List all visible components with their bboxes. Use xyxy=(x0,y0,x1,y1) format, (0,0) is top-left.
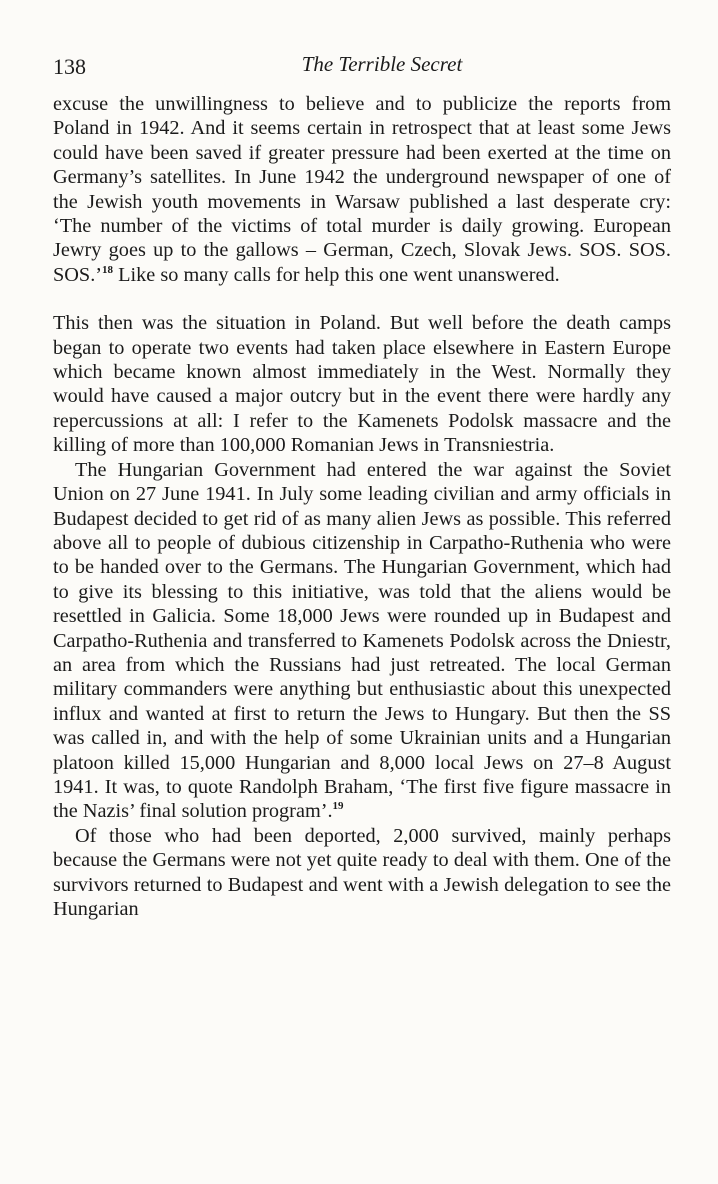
paragraph-1-text-b: Like so many calls for help this one went unanswered. xyxy=(118,263,560,286)
paragraph-3 xyxy=(53,458,671,824)
paragraph-3-text: The Hungarian Government had entered the war against the Soviet Union on 27 June 1941. In July some leading civilian and army officials in Budapest decided to get rid of as many alien Jews as possible. This referred above all to people of dubious citizenship in Carpatho-Ruthenia who were to be handed over to the Germans. The Hungarian Government, which had to give its blessing to this initiative, was told that the aliens would be resettled in Galicia. Some 18,000 Jews were rounded up in Budapest and Carpatho-Ruthenia and transferred to Kamenets Podolsk across the Dniestr, an area from which the Russians had just retreated. The local German military commanders were anything but enthusiastic about this unexpected influx and wanted at first to return the Jews to Hungary. But then the SS was called in, and with the help of some Ukrainian units and a Hungarian platoon killed 15,000 Hungarian and 8,000 local Jews on 27–8 August 1941. It was, to quote Randolph Braham, ‘The first five figure massacre in the Nazis’ final solution program’. xyxy=(53,458,671,823)
running-head xyxy=(53,48,671,82)
page-number: 138 xyxy=(53,54,86,79)
paragraph-2: This then was the situation in Poland. But well before the death camps began to operate two events had taken place elsewhere in Eastern Europe which became known almost immediately in the West. Normally they would have caused a major outcry but in the event there were hardly any repercussions at all: I refer to the Kamenets Podolsk massacre and the killing of more than 100,000 Romanian Jews in Transniestria. xyxy=(53,312,671,457)
footnote-marker-19: 19 xyxy=(332,800,344,813)
book-page xyxy=(53,48,671,921)
running-title: The Terrible Secret xyxy=(301,52,463,76)
footnote-marker-18: 18 xyxy=(102,264,114,277)
paragraph-1-text-a: excuse the unwillingness to believe and to publicize the reports from Poland in 1942. And it seems certain in retrospect that at least some Jews could have been saved if greater pressure had been exerted at the time on Germany’s satellites. In June 1942 the underground newspaper of one of the Jewish youth movements in Warsaw published a last desperate cry: ‘The number of the victims of total murder is daily growing. European Jewry goes up to the gallows – German, Czech, Slovak Jews. SOS. SOS. SOS.’ xyxy=(53,93,671,286)
body-text xyxy=(53,92,671,921)
paragraph-1 xyxy=(53,92,671,287)
paragraph-4: Of those who had been deported, 2,000 survived, mainly perhaps because the Germans were not yet quite ready to deal with them. One of the survivors returned to Budapest and went with a Jewish delegation to see the Hungarian xyxy=(53,824,671,920)
